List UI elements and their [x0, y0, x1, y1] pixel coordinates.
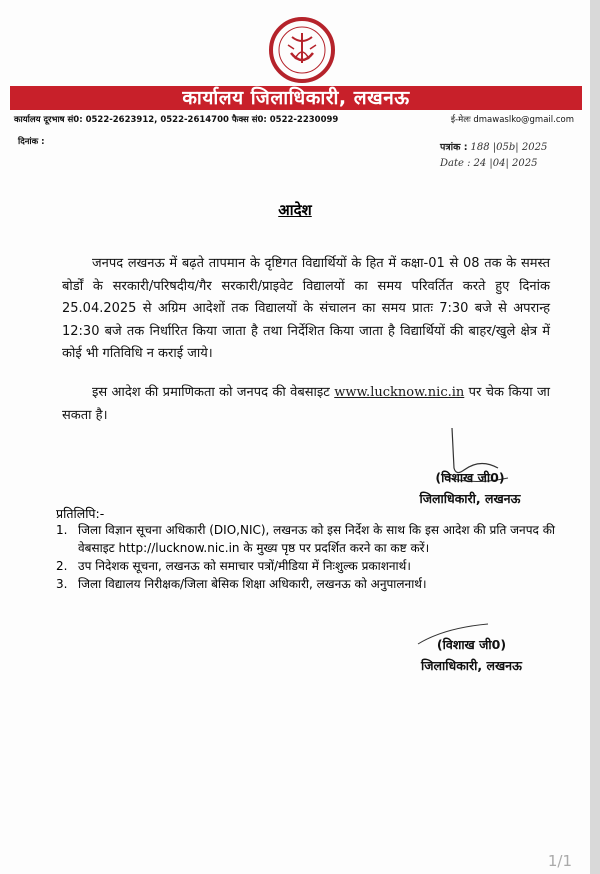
reference-date-value: 24 |04| 2025: [473, 158, 538, 169]
order-paragraph-2: [62, 382, 550, 427]
email-line: ई-मेलः dmawaslko@gmail.com: [450, 115, 574, 125]
scrollbar[interactable]: [590, 0, 600, 874]
date-label: दिनांक :: [18, 137, 45, 147]
signatory-name: (विशाख जी0): [435, 470, 505, 485]
list-item: 2. उप निदेशक सूचना, लखनऊ को समाचार पत्रों/मीडिया में निःशुल्क प्रकाशनार्थ।: [56, 559, 411, 573]
patrank-label: पत्रांक :: [440, 142, 468, 153]
signatory-designation: जिलाधिकारी, लखनऊ: [421, 658, 522, 673]
signatory-designation: जिलाधिकारी, लखनऊ: [419, 491, 521, 506]
signatory-name: (विशाख जी0): [436, 637, 507, 652]
copy-item-text: उप निदेशक सूचना, लखनऊ को समाचार पत्रों/मीडिया में निःशुल्क प्रकाशनार्थ।: [78, 559, 411, 573]
patrank-value: 188 |05b| 2025: [470, 142, 548, 153]
reference-number-row: [440, 140, 547, 153]
page-counter: 1/1: [547, 852, 572, 870]
copy-item-text: जिला विज्ञान सूचना अधिकारी (DIO,NIC), लखनऊ को इस निर्देश के साथ कि इस आदेश की प्रति जनपद की वेबसाइट http://lucknow.nic.in के मुख्य पृष्ठ पर प्रदर्शित करने का कष्ट करें।: [78, 523, 556, 555]
copy-to-heading: प्रतिलिपि:-: [56, 506, 105, 521]
reference-date-row: [440, 158, 538, 169]
phone-fax-line: कार्यालय दूरभाष सं0: 0522-2623912, 0522-2614700 फैक्स सं0: 0522-2230099: [14, 115, 339, 125]
website-link[interactable]: www.lucknow.nic.in: [334, 385, 465, 400]
list-item: 1. जिला विज्ञान सूचना अधिकारी (DIO,NIC), लखनऊ को इस निर्देश के साथ कि इस आदेश की प्रति जनपद की वेबसाइट http://lucknow.nic.in के मुख्य पृष्ठ पर प्रदर्शित करने का कष्ट करें।: [56, 523, 556, 555]
up-government-emblem: [262, 15, 342, 85]
copy-to-list: [56, 521, 556, 593]
copy-item-text: जिला विद्यालय निरीक्षक/जिला बेसिक शिक्षा अधिकारी, लखनऊ को अनुपालनार्थ।: [78, 577, 427, 591]
signature-block: [410, 467, 530, 509]
office-title-banner: कार्यालय जिलाधिकारी, लखनऊ: [10, 86, 582, 110]
list-item: 3. जिला विद्यालय निरीक्षक/जिला बेसिक शिक्षा अधिकारी, लखनऊ को अनुपालनार्थ।: [56, 577, 427, 591]
paragraph-2-text-end: पर चेक किया जा सकता है।: [62, 385, 550, 423]
signature-block: [404, 634, 539, 676]
reference-date-label: Date :: [440, 158, 471, 169]
order-paragraph-1: जनपद लखनऊ में बढ़ते तापमान के दृष्टिगत विद्यार्थियों के हित में कक्षा-01 से 08 तक के समस्त बोर्डों के सरकारी/परिषदीय/गैर सरकारी/प्राइवेट विद्यालयों का समय परिवर्तित करते हुए दिनांक 25.04.2025 से अग्रिम आदेशों तक विद्यालयों के संचालन का समय प्रातः 7:30 बजे से अपरान्ह 12:30 बजे तक निर्धारित किया जाता है तथा निर्देशित किया जाता है विद्यार्थियों की बाहर/खुले क्षेत्र में कोई भी गतिविधि न कराई जाये।: [62, 256, 550, 361]
order-title: आदेश: [278, 201, 312, 219]
paragraph-2-text: इस आदेश की प्रमाणिकता को जनपद की वेबसाइट: [92, 385, 335, 400]
